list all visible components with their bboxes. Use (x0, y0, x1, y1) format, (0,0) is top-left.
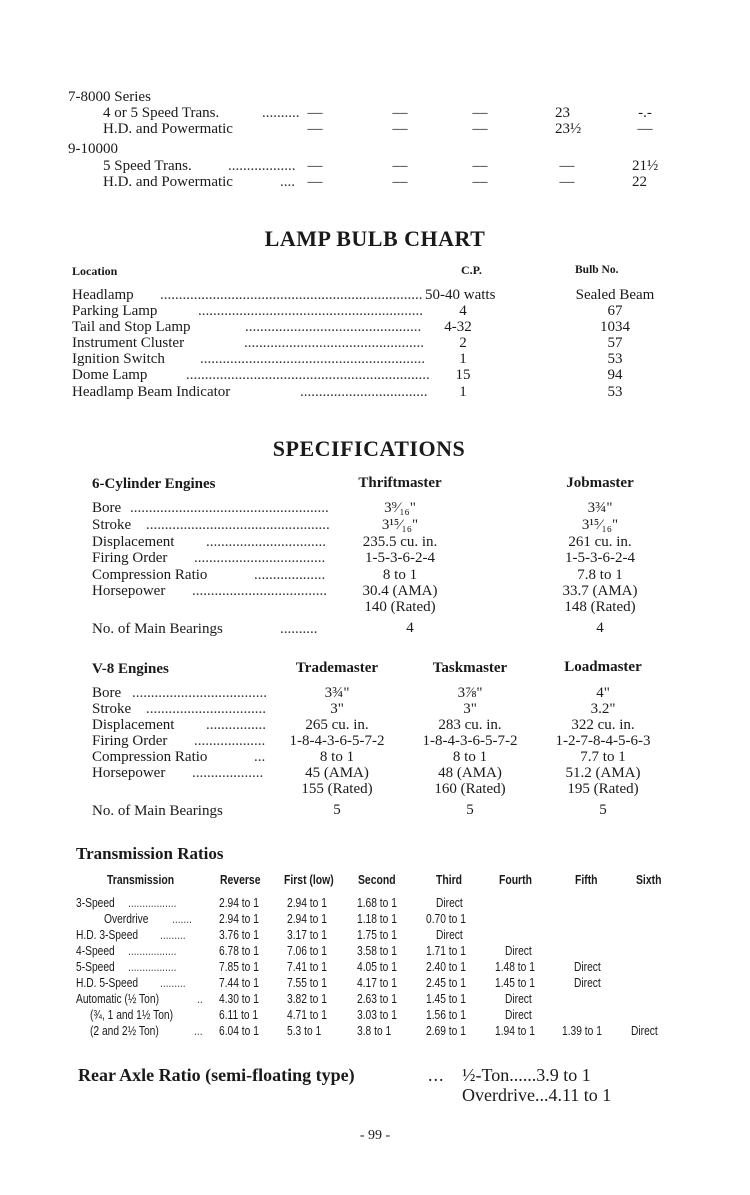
leader-dots: .................................... (132, 685, 267, 701)
cell: 23½ (555, 121, 582, 137)
lamp-location: Headlamp (72, 287, 134, 303)
trans-cell: 7.06 to 1 (287, 944, 327, 958)
spec-label: Firing Order (92, 550, 168, 566)
spec-value: 48 (AMA) (438, 765, 502, 781)
lamp-cp: 4-32 (444, 319, 472, 335)
trans-cell: 1.68 to 1 (357, 896, 397, 910)
trans-cell: 4.05 to 1 (357, 960, 397, 974)
trans-cell: Direct (505, 992, 532, 1006)
col-header: Third (436, 872, 462, 887)
trans-cell: Direct (436, 928, 463, 942)
col-header-bulb: Bulb No. (575, 264, 619, 276)
page-number (325, 1128, 425, 1144)
trans-cell: Direct (574, 976, 601, 990)
cell: — (392, 174, 408, 190)
spec-value: 261 cu. in. (568, 534, 632, 550)
spec-label: Displacement (92, 717, 175, 733)
leader-dots: ................. (128, 944, 177, 958)
trans-cell: 4.17 to 1 (357, 976, 397, 990)
main-bearings-value: 5 (599, 802, 607, 818)
lamp-cp: 4 (459, 303, 467, 319)
spec-label: Stroke (92, 701, 132, 717)
row-label: 4 or 5 Speed Trans. (103, 105, 220, 121)
rear-axle-line1: ½-Ton......3.9 to 1 (462, 1065, 591, 1085)
leader-dots: ............................................................ (200, 351, 425, 367)
cell: — (392, 105, 408, 121)
trans-cell: 1.56 to 1 (426, 1008, 466, 1022)
lamp-location: Parking Lamp (72, 303, 158, 319)
six-cyl-heading: 6-Cylinder Engines (92, 476, 216, 492)
lamp-location: Ignition Switch (72, 351, 165, 367)
col-header: Second (358, 872, 396, 887)
leader-dots: ......... (160, 976, 186, 990)
trans-cell: 2.94 to 1 (219, 896, 259, 910)
lamp-chart-title: LAMP BULB CHART (264, 226, 486, 251)
trans-label: 5-Speed (76, 960, 115, 974)
page-number-value: 99 (368, 1128, 382, 1143)
trans-cell: 5.3 to 1 (287, 1024, 322, 1038)
trans-label: Automatic (½ Ton) (76, 992, 159, 1006)
leader-dots: ............................................... (245, 319, 422, 335)
spec-label: Horsepower (92, 765, 166, 781)
trans-cell: 2.69 to 1 (426, 1024, 466, 1038)
trans-cell: 1.39 to 1 (562, 1024, 602, 1038)
spec-value: 33.7 (AMA) (562, 583, 638, 599)
trans-cell: 1.45 to 1 (495, 976, 535, 990)
spec-value: 30.4 (AMA) (362, 583, 438, 599)
row-label: H.D. and Powermatic (103, 174, 233, 190)
cell: — (307, 105, 323, 121)
spec-label: Firing Order (92, 733, 168, 749)
lamp-cp: 15 (455, 367, 471, 383)
spec-value: 3.2" (590, 701, 616, 717)
col-loadmaster: Loadmaster (564, 659, 642, 675)
main-bearings-label: No. of Main Bearings (92, 803, 223, 819)
spec-label: Compression Ratio (92, 567, 208, 583)
leader-dots: ............................................................ (198, 303, 423, 319)
cell: — (307, 158, 323, 174)
cell: 22 (632, 174, 647, 190)
cell: — (472, 158, 488, 174)
spec-value: 3¾" (324, 685, 350, 701)
cell: — (307, 174, 323, 190)
spec-value: 8 to 1 (452, 749, 488, 765)
spec-value: 265 cu. in. (305, 717, 369, 733)
trans-cell: 3.17 to 1 (287, 928, 327, 942)
spec-value: 1-8-4-3-6-5-7-2 (422, 733, 518, 749)
spec-value: 3⅞" (457, 685, 483, 701)
row-label: H.D. and Powermatic (103, 121, 233, 137)
lamp-bulb: Sealed Beam (575, 287, 655, 303)
col-thriftmaster: Thriftmaster (358, 475, 442, 491)
trans-cell: Direct (505, 944, 532, 958)
col-header-cp: C.P. (461, 263, 482, 277)
spec-value: 7.7 to 1 (580, 749, 626, 765)
trans-label: (¾, 1 and 1½ Ton) (90, 1008, 174, 1022)
spec-value: 4" (596, 685, 610, 701)
spec-label: Displacement (92, 534, 175, 550)
trans-cell: 3.03 to 1 (357, 1008, 397, 1022)
lamp-cp: 1 (459, 384, 467, 400)
spec-value: 51.2 (AMA) (565, 765, 641, 781)
col-header-location: Location (72, 264, 118, 278)
lamp-bulb: 53 (607, 384, 623, 400)
trans-cell: 1.94 to 1 (495, 1024, 535, 1038)
lamp-bulb: 94 (607, 367, 623, 383)
spec-label: Stroke (92, 517, 132, 533)
spec-value: 8 to 1 (319, 749, 355, 765)
leader-dots: .......... (280, 621, 318, 637)
trans-label: H.D. 3-Speed (76, 928, 139, 942)
spec-value: 155 (Rated) (301, 781, 373, 797)
cell: 21½ (632, 158, 659, 174)
cell: -.- (638, 105, 652, 121)
spec-value: 1-5-3-6-2-4 (365, 550, 435, 566)
trans-cell: 2.94 to 1 (219, 912, 259, 926)
trans-cell: 0.70 to 1 (426, 912, 466, 926)
leader-dots: ................................... (194, 550, 326, 566)
trans-cell: 6.11 to 1 (219, 1008, 259, 1022)
spec-value: 3¹⁵⁄₁₆" (381, 517, 419, 533)
trans-label: Overdrive (104, 912, 149, 926)
lamp-bulb: 1034 (600, 319, 630, 335)
trans-cell: 7.41 to 1 (287, 960, 327, 974)
trans-cell: 6.04 to 1 (219, 1024, 259, 1038)
trans-cell: 2.45 to 1 (426, 976, 466, 990)
lamp-location: Instrument Cluster (72, 335, 185, 351)
leader-dots: ................. (128, 896, 177, 910)
lamp-cp: 1 (459, 351, 467, 367)
trans-cell: 1.48 to 1 (495, 960, 535, 974)
trans-cell: 4.71 to 1 (287, 1008, 327, 1022)
lamp-location: Headlamp Beam Indicator (72, 384, 231, 400)
trans-cell: Direct (436, 896, 463, 910)
trans-cell: 2.40 to 1 (426, 960, 466, 974)
spec-value: 1-8-4-3-6-5-7-2 (289, 733, 385, 749)
col-jobmaster: Jobmaster (566, 475, 634, 491)
rear-axle-label: Rear Axle Ratio (semi-floating type) (78, 1065, 355, 1085)
page-number-dash: - (382, 1128, 391, 1143)
page-number-dash: - (359, 1128, 368, 1143)
main-bearings-value: 4 (596, 620, 604, 636)
col-header: Transmission (107, 872, 175, 887)
trans-label: 3-Speed (76, 896, 115, 910)
spec-label: Bore (92, 685, 122, 701)
leader-dots: ................... (192, 765, 264, 781)
col-taskmaster: Taskmaster (432, 660, 508, 676)
trans-label: H.D. 5-Speed (76, 976, 139, 990)
spec-value: 8 to 1 (382, 567, 418, 583)
trans-cell: 1.71 to 1 (426, 944, 466, 958)
leader-dots: ................................ (206, 534, 326, 550)
rear-axle-line2: Overdrive...4.11 to 1 (462, 1085, 612, 1105)
trans-cell: 2.94 to 1 (287, 896, 327, 910)
col-header: Fifth (575, 872, 598, 887)
spec-value: 195 (Rated) (567, 781, 639, 797)
row-label: 5 Speed Trans. (103, 158, 192, 174)
col-header: First (low) (284, 872, 334, 887)
trans-cell: 2.94 to 1 (287, 912, 327, 926)
lamp-location: Tail and Stop Lamp (72, 319, 191, 335)
spec-value: 1-5-3-6-2-4 (565, 550, 635, 566)
spec-value: 235.5 cu. in. (362, 534, 438, 550)
leader-dots: .................................. (300, 384, 428, 400)
spec-value: 3" (463, 701, 477, 717)
trans-cell: 3.82 to 1 (287, 992, 327, 1006)
trans-cell: 4.30 to 1 (219, 992, 259, 1006)
group-title: 9-10000 (68, 141, 118, 157)
leader-dots: ................................................ (244, 335, 424, 351)
col-header: Fourth (499, 872, 532, 887)
lamp-bulb: 67 (607, 303, 623, 319)
spec-value: 160 (Rated) (434, 781, 506, 797)
cell: — (472, 105, 488, 121)
lamp-cp: 2 (459, 335, 467, 351)
trans-cell: 6.78 to 1 (219, 944, 259, 958)
spec-value: 140 (Rated) (364, 599, 436, 615)
spec-label: Horsepower (92, 583, 166, 599)
spec-label: Compression Ratio (92, 749, 208, 765)
transmission-title: Transmission Ratios (76, 844, 224, 863)
cell: — (637, 121, 653, 137)
lamp-location: Dome Lamp (72, 367, 148, 383)
trans-cell: Direct (574, 960, 601, 974)
leader-dots: ................................................. (146, 517, 330, 533)
trans-cell: 3.58 to 1 (357, 944, 397, 958)
leader-dots: ................................................................. (186, 367, 430, 383)
cell: — (307, 121, 323, 137)
trans-cell: 2.63 to 1 (357, 992, 397, 1006)
leader-dots: ... (254, 749, 266, 765)
leader-dots: .................................... (192, 583, 327, 599)
trans-cell: 3.8 to 1 (357, 1024, 392, 1038)
spec-value: 3¾" (587, 500, 613, 516)
col-header: Sixth (636, 872, 662, 887)
leader-dots: ... (194, 1024, 203, 1038)
trans-cell: 3.76 to 1 (219, 928, 259, 942)
cell: — (392, 121, 408, 137)
leader-dots: ..................................................... (130, 500, 329, 516)
spec-value: 322 cu. in. (571, 717, 635, 733)
spec-label: Bore (92, 500, 122, 516)
trans-cell: 7.55 to 1 (287, 976, 327, 990)
main-bearings-value: 4 (406, 620, 414, 636)
col-trademaster: Trademaster (295, 660, 379, 676)
trans-cell: 1.75 to 1 (357, 928, 397, 942)
spec-value: 3¹⁵⁄₁₆" (581, 517, 619, 533)
leader-dots: ....... (172, 912, 192, 926)
leader-dots: .... (280, 174, 295, 190)
col-header: Reverse (220, 872, 261, 887)
spec-value: 3" (330, 701, 344, 717)
main-bearings-value: 5 (466, 802, 474, 818)
spec-value: 45 (AMA) (305, 765, 369, 781)
spec-value: 148 (Rated) (564, 599, 636, 615)
trans-cell: 1.45 to 1 (426, 992, 466, 1006)
main-bearings-label: No. of Main Bearings (92, 621, 223, 637)
leader-dots: ................................ (146, 701, 266, 717)
cell: — (472, 174, 488, 190)
group-title: 7-8000 Series (68, 89, 151, 105)
cell: — (472, 121, 488, 137)
lamp-bulb: 57 (607, 335, 623, 351)
trans-label: 4-Speed (76, 944, 115, 958)
spec-value: 7.8 to 1 (577, 567, 623, 583)
main-bearings-value: 5 (333, 802, 341, 818)
trans-cell: 1.18 to 1 (357, 912, 397, 926)
leader-dots: ................ (206, 717, 266, 733)
spec-value: 3⁹⁄₁₆" (384, 500, 416, 516)
trans-cell: Direct (631, 1024, 658, 1038)
leader-dots: ...................................................................... (160, 287, 423, 303)
leader-dots: ................... (254, 567, 326, 583)
cell: — (559, 158, 575, 174)
trans-cell: Direct (505, 1008, 532, 1022)
cell: 23 (555, 105, 570, 121)
leader-dots: .......... (262, 105, 300, 121)
lamp-bulb: 53 (607, 351, 623, 367)
specs-title: SPECIFICATIONS (272, 436, 466, 461)
leader-dots: .. (197, 992, 203, 1006)
cell: — (559, 174, 575, 190)
leader-dots: ................. (128, 960, 177, 974)
spec-value: 283 cu. in. (438, 717, 502, 733)
lamp-cp: 50-40 watts (425, 287, 496, 303)
v8-heading: V-8 Engines (92, 661, 169, 677)
leader-dots: ... (428, 1065, 445, 1085)
leader-dots: ......... (160, 928, 186, 942)
cell: — (392, 158, 408, 174)
trans-cell: 7.44 to 1 (219, 976, 259, 990)
trans-label: (2 and 2½ Ton) (90, 1024, 159, 1038)
leader-dots: .................. (228, 158, 296, 174)
leader-dots: ................... (194, 733, 266, 749)
spec-value: 1-2-7-8-4-5-6-3 (555, 733, 651, 749)
trans-cell: 7.85 to 1 (219, 960, 259, 974)
